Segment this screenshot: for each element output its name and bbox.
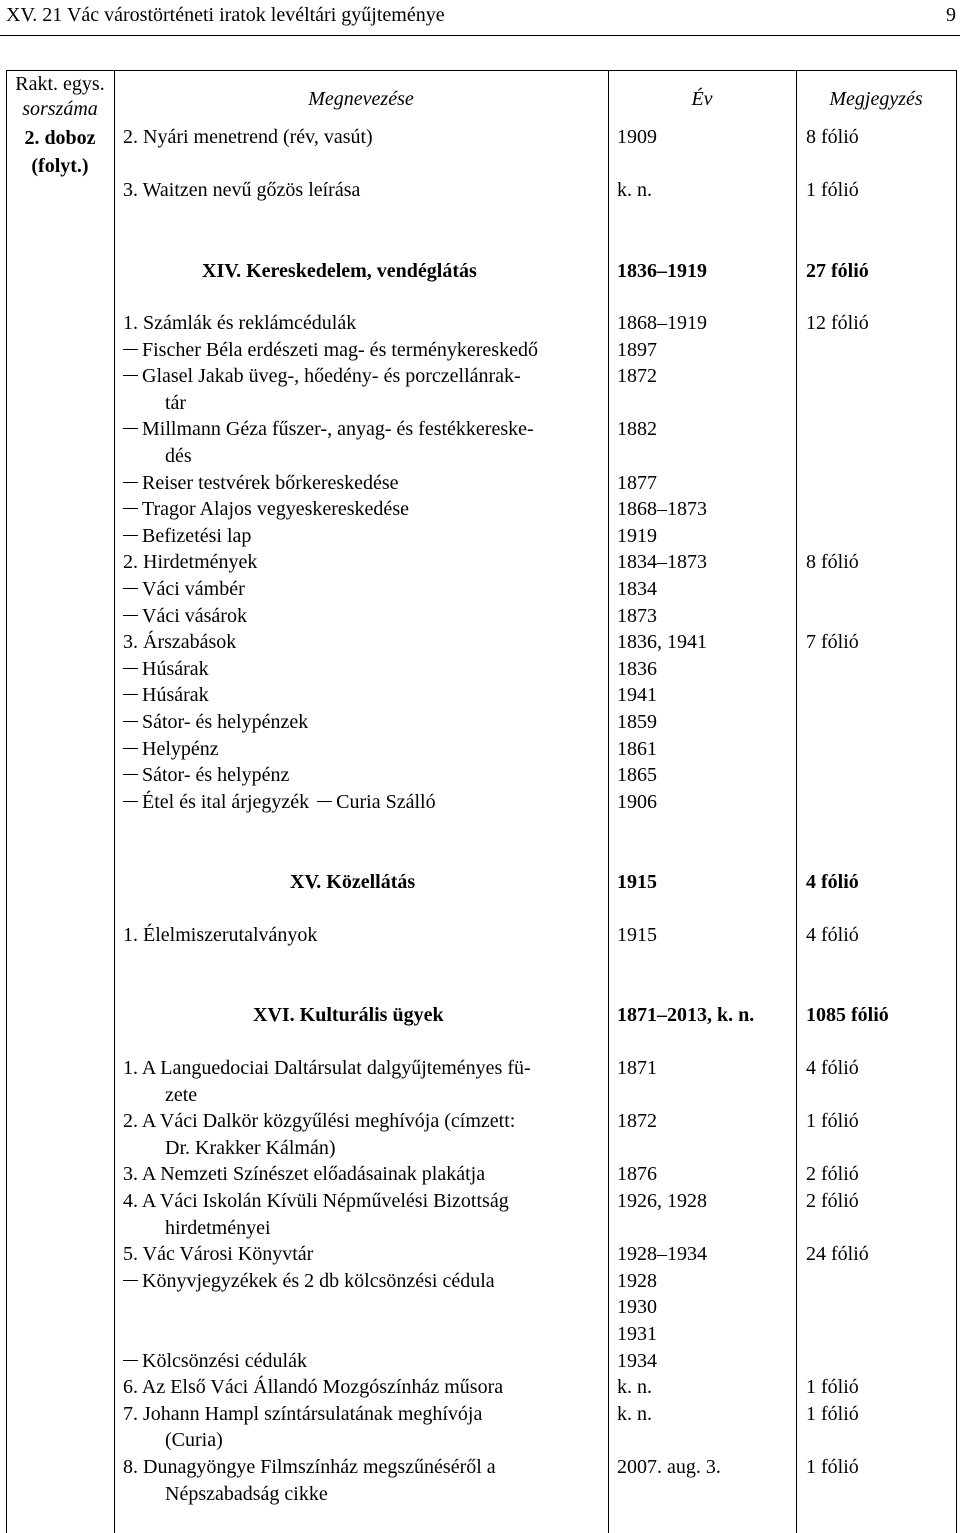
- row-name-text: Étel és ital árjegyzék: [142, 790, 310, 813]
- row-year: k. n.: [617, 1376, 652, 1399]
- row-year: 1861: [617, 737, 657, 760]
- table-top-border: [6, 70, 956, 71]
- dash-mark: [123, 615, 138, 616]
- row-name: [123, 363, 521, 389]
- row-name-text: Sátor- és helypénzek: [142, 711, 309, 733]
- row-note: 1 fólió: [806, 1456, 859, 1478]
- dash-mark: [123, 1360, 138, 1361]
- head-col3: Év: [691, 88, 713, 110]
- row-year: 1868–1873: [617, 498, 707, 521]
- row-year: 1872: [617, 1110, 657, 1133]
- row-name: [123, 1268, 495, 1294]
- dash-mark: [123, 508, 138, 509]
- row-year: 1906: [617, 790, 657, 813]
- row-year: k. n.: [617, 179, 652, 201]
- row-name: [123, 416, 534, 442]
- dash-mark: [123, 694, 138, 695]
- head-col1-line1: Rakt. egys.: [15, 73, 105, 95]
- row-name-text: Befizetési lap: [142, 524, 252, 547]
- row-year: 1876: [617, 1163, 657, 1186]
- row-year: 1915: [617, 924, 657, 946]
- section-note: 27 fólió: [806, 260, 869, 282]
- row-note: 8 fólió: [806, 126, 859, 148]
- table-left-border: [6, 70, 7, 1533]
- row-name: [123, 603, 247, 629]
- row-name: [123, 1348, 307, 1374]
- row-name-text: Reiser testvérek bőrkereskedése: [142, 471, 399, 494]
- section-note: 1085 fólió: [806, 1004, 889, 1026]
- row-name-text: Váci vásárok: [142, 604, 247, 627]
- dash-mark: [123, 482, 138, 483]
- col-divider-1: [114, 70, 115, 1533]
- dash-mark: [123, 349, 138, 350]
- page-header: [6, 1, 956, 35]
- row-note: 12 fólió: [806, 312, 869, 334]
- box-label: [6, 124, 114, 180]
- section-year: 1836–1919: [617, 260, 707, 282]
- section-note: 4 fólió: [806, 871, 859, 893]
- row-name: 6. Az Első Váci Állandó Mozgószínház műsora: [123, 1376, 504, 1399]
- row-year: 1836, 1941: [617, 631, 707, 654]
- row-year: 1926, 1928: [617, 1190, 707, 1212]
- row-note: 1 fólió: [806, 1110, 859, 1133]
- row-year: 1834–1873: [617, 551, 707, 574]
- row-year: 1934: [617, 1349, 657, 1372]
- row-note: 2 fólió: [806, 1190, 859, 1212]
- row-year: 1877: [617, 471, 657, 494]
- row-year: 1909: [617, 126, 657, 148]
- row-year: 1882: [617, 418, 657, 441]
- row-name: [123, 682, 209, 708]
- row-name-continued: Népszabadság cikke: [165, 1482, 328, 1505]
- dash-mark: [123, 1280, 138, 1281]
- row-name: 1. A Languedociai Daltársulat dalgyűjteményes fü-: [123, 1057, 531, 1079]
- row-year: 1868–1919: [617, 312, 707, 334]
- row-note: 1 fólió: [806, 1402, 859, 1425]
- row-year: 1872: [617, 365, 657, 388]
- row-name: [123, 736, 219, 762]
- dash-mark: [317, 801, 332, 802]
- row-name: 1. Számlák és reklámcédulák: [123, 312, 357, 334]
- dash-mark: [123, 801, 138, 802]
- row-note: 24 fólió: [806, 1243, 869, 1266]
- head-col1-line2: sorszáma: [22, 98, 98, 120]
- row-name-text: Húsárak: [142, 657, 209, 680]
- row-year: 1873: [617, 604, 657, 627]
- row-name-text: Húsárak: [142, 684, 209, 707]
- col-divider-2: [608, 70, 609, 1533]
- row-note: 8 fólió: [806, 551, 859, 574]
- row-name: 3. Waitzen nevű gőzös leírása: [123, 179, 361, 201]
- row-name: 8. Dunagyöngye Filmszínház megszűnéséről a: [123, 1456, 496, 1478]
- row-name: 1. Élelmiszerutalványok: [123, 924, 318, 946]
- row-name: [123, 576, 245, 602]
- row-name-text: Kölcsönzési cédulák: [142, 1349, 307, 1372]
- row-name-text: Glasel Jakab üveg-, hőedény- és porczellánrak-: [142, 365, 521, 388]
- row-note: 1 fólió: [806, 1376, 859, 1399]
- row-note: 4 fólió: [806, 924, 859, 946]
- row-name-text: Millmann Géza fűszer-, anyag- és festékkereske-: [142, 418, 534, 441]
- row-year: 1930: [617, 1296, 657, 1319]
- dash-mark: [123, 428, 138, 429]
- row-name: 2. A Váci Dalkör közgyűlési meghívója (címzett:: [123, 1110, 516, 1133]
- dash-mark: [123, 375, 138, 376]
- row-name: [123, 523, 251, 549]
- head-col4: Megjegyzés: [829, 88, 923, 110]
- dash-mark: [123, 668, 138, 669]
- dash-mark: [123, 721, 138, 722]
- page-number: 9: [946, 4, 956, 26]
- row-note: 4 fólió: [806, 1057, 859, 1079]
- row-name-extra: Curia Szálló: [336, 790, 436, 813]
- row-name: 2. Hirdetmények: [123, 551, 258, 574]
- row-name: 7. Johann Hampl színtársulatának meghívója: [123, 1402, 483, 1425]
- section-title: XV. Közellátás: [290, 871, 416, 893]
- row-year: k. n.: [617, 1402, 652, 1425]
- row-name-text: Váci vámbér: [142, 578, 245, 600]
- row-year: 1928–1934: [617, 1243, 707, 1266]
- row-name: [123, 709, 308, 735]
- box-label-line2: (folyt.): [31, 155, 89, 177]
- row-name-text: Sátor- és helypénz: [142, 764, 290, 787]
- row-note: 2 fólió: [806, 1163, 859, 1186]
- row-name: 5. Vác Városi Könyvtár: [123, 1243, 314, 1266]
- row-year: 1931: [617, 1323, 657, 1345]
- row-year: 1871: [617, 1057, 657, 1079]
- row-name: 3. A Nemzeti Színészet előadásainak plakátja: [123, 1163, 486, 1186]
- row-name-continued: (Curia): [165, 1429, 223, 1452]
- row-name-text: Fischer Béla erdészeti mag- és terménykereskedő: [142, 338, 538, 361]
- row-year: 2007. aug. 3.: [617, 1456, 721, 1478]
- row-name-continued: tár: [165, 391, 187, 414]
- box-label-line1: 2. doboz: [24, 127, 96, 149]
- section-year: 1915: [617, 871, 657, 893]
- dash-mark: [123, 748, 138, 749]
- row-year: 1834: [617, 578, 657, 600]
- row-name-continued: Dr. Krakker Kálmán): [165, 1136, 336, 1159]
- row-note: 1 fólió: [806, 179, 859, 201]
- section-title: XIV. Kereskedelem, vendéglátás: [202, 260, 477, 282]
- row-year: 1836: [617, 657, 657, 680]
- row-name-continued: zete: [165, 1083, 198, 1106]
- section-year: 1871–2013, k. n.: [617, 1004, 755, 1026]
- row-year: 1928: [617, 1269, 657, 1292]
- row-year: 1897: [617, 338, 657, 361]
- document-title: XV. 21 Vác várostörténeti iratok levéltári gyűjteménye: [6, 4, 445, 26]
- row-name-text: Helypénz: [142, 737, 219, 760]
- dash-mark: [123, 774, 138, 775]
- head-col1: [6, 72, 114, 122]
- row-name: [123, 337, 538, 363]
- row-name: [123, 789, 436, 815]
- row-year: 1941: [617, 684, 657, 707]
- row-name: 3. Árszabások: [123, 631, 237, 654]
- col-divider-3: [796, 70, 797, 1533]
- row-name-continued: hirdetményei: [165, 1216, 271, 1239]
- row-name: [123, 470, 399, 496]
- row-name: [123, 496, 409, 522]
- row-note: 7 fólió: [806, 631, 859, 654]
- row-name-text: Könyvjegyzékek és 2 db kölcsönzési cédula: [142, 1269, 495, 1292]
- row-name: [123, 762, 289, 788]
- row-name: 2. Nyári menetrend (rév, vasút): [123, 126, 373, 148]
- dash-mark: [123, 535, 138, 536]
- row-name-continued: dés: [165, 445, 192, 467]
- row-name-text: Tragor Alajos vegyeskereskedése: [142, 498, 409, 521]
- section-title: XVI. Kulturális ügyek: [253, 1004, 444, 1026]
- row-year: 1919: [617, 524, 657, 547]
- row-name: 4. A Váci Iskolán Kívüli Népművelési Bizottság: [123, 1190, 509, 1212]
- row-year: 1859: [617, 711, 657, 733]
- row-year: 1865: [617, 764, 657, 787]
- row-name: [123, 656, 209, 682]
- head-col2: Megnevezése: [308, 88, 414, 110]
- dash-mark: [123, 588, 138, 589]
- header-rule: [0, 35, 960, 36]
- table-right-border: [956, 70, 957, 1533]
